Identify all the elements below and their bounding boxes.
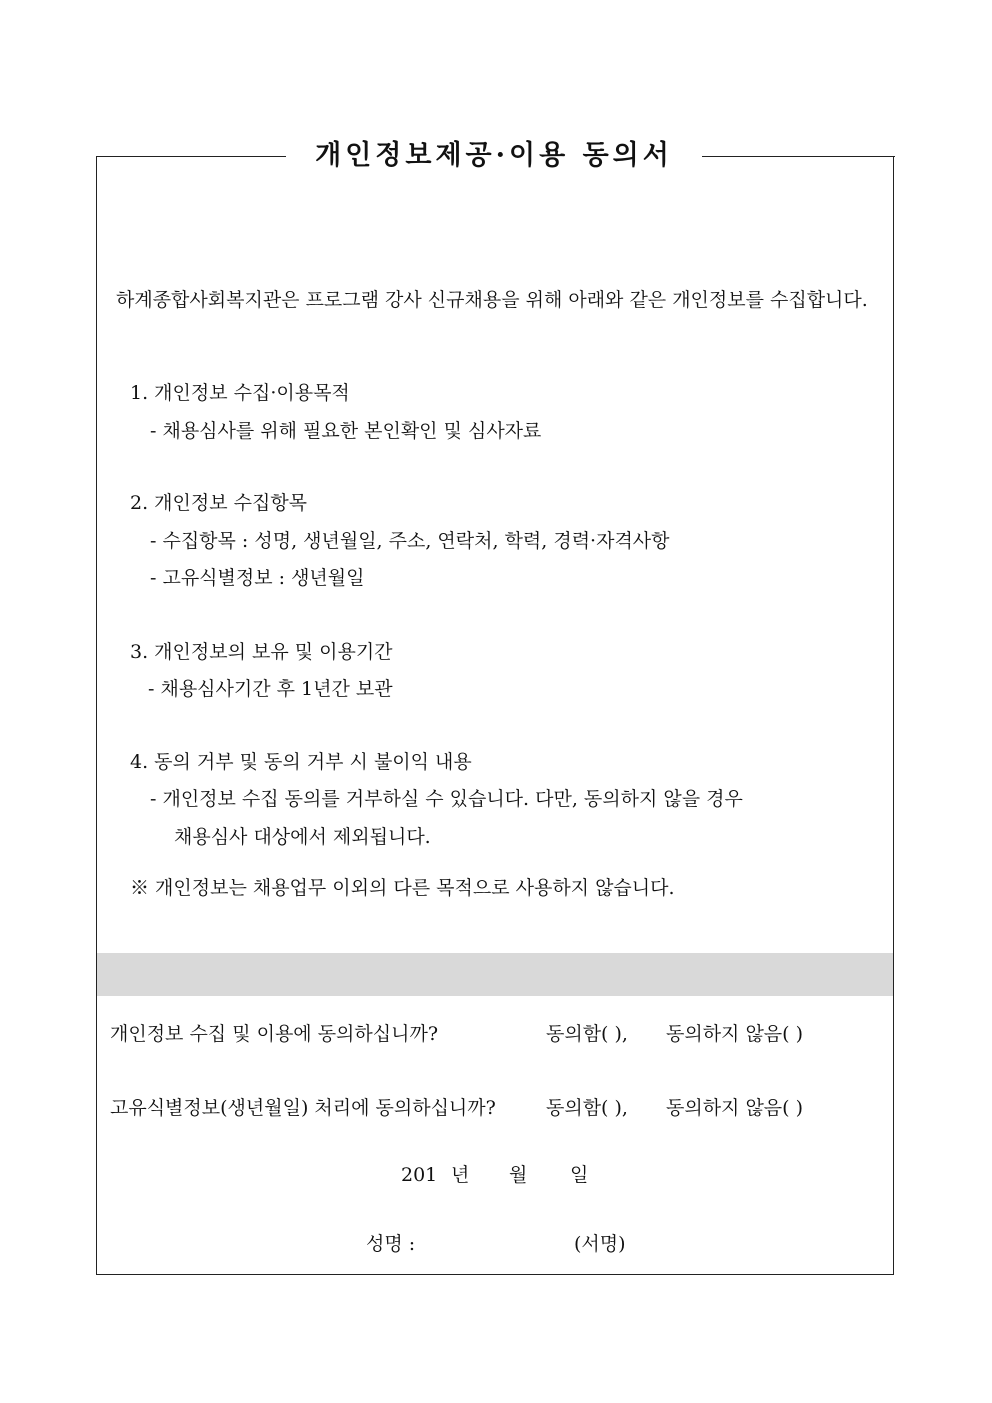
section-3-heading: 3. 개인정보의 보유 및 이용기간 — [130, 641, 393, 663]
section-2-item-2: - 고유식별정보 : 생년월일 — [150, 567, 365, 589]
section-2-heading: 2. 개인정보 수집항목 — [130, 492, 308, 514]
consent-disagree-1[interactable]: 동의하지 않음( ) — [666, 1023, 804, 1045]
section-4-item-1: - 개인정보 수집 동의를 거부하실 수 있습니다. 다만, 동의하지 않을 경우 — [150, 788, 743, 810]
divider-band — [97, 953, 893, 996]
consent-agree-2[interactable]: 동의함( ), — [546, 1097, 628, 1119]
date-year: 201 — [401, 1164, 438, 1186]
date-day-unit: 일 — [570, 1164, 589, 1186]
date-month-unit: 월 — [509, 1164, 528, 1186]
section-3-item-1: - 채용심사기간 후 1년간 보관 — [148, 678, 393, 700]
consent-agree-1[interactable]: 동의함( ), — [546, 1023, 628, 1045]
section-4-heading: 4. 동의 거부 및 동의 거부 시 불이익 내용 — [130, 751, 472, 773]
section-4-item-2: 채용심사 대상에서 제외됩니다. — [174, 826, 431, 848]
title-rule-left — [96, 156, 286, 157]
intro-paragraph: 하계종합사회복지관은 프로그램 강사 신규채용을 위해 아래와 같은 개인정보를 수집합니다. — [116, 289, 868, 311]
title-rule-right — [702, 156, 895, 157]
section-2-item-1: - 수집항목 : 성명, 생년월일, 주소, 연락처, 학력, 경력·자격사항 — [150, 530, 670, 552]
consent-question-1: 개인정보 수집 및 이용에 동의하십니까? — [110, 1023, 439, 1045]
section-1-item-1: - 채용심사를 위해 필요한 본인확인 및 심사자료 — [150, 420, 542, 442]
consent-question-2: 고유식별정보(생년월일) 처리에 동의하십니까? — [110, 1097, 496, 1119]
signature-sign-label: (서명) — [574, 1233, 626, 1255]
signature-name-label: 성명 : — [366, 1233, 416, 1255]
date-year-unit: 년 — [451, 1164, 470, 1186]
usage-note: ※ 개인정보는 채용업무 이외의 다른 목적으로 사용하지 않습니다. — [130, 877, 675, 899]
section-1-heading: 1. 개인정보 수집·이용목적 — [130, 382, 350, 404]
consent-disagree-2[interactable]: 동의하지 않음( ) — [666, 1097, 804, 1119]
document-title: 개인정보제공·이용 동의서 — [315, 140, 673, 171]
